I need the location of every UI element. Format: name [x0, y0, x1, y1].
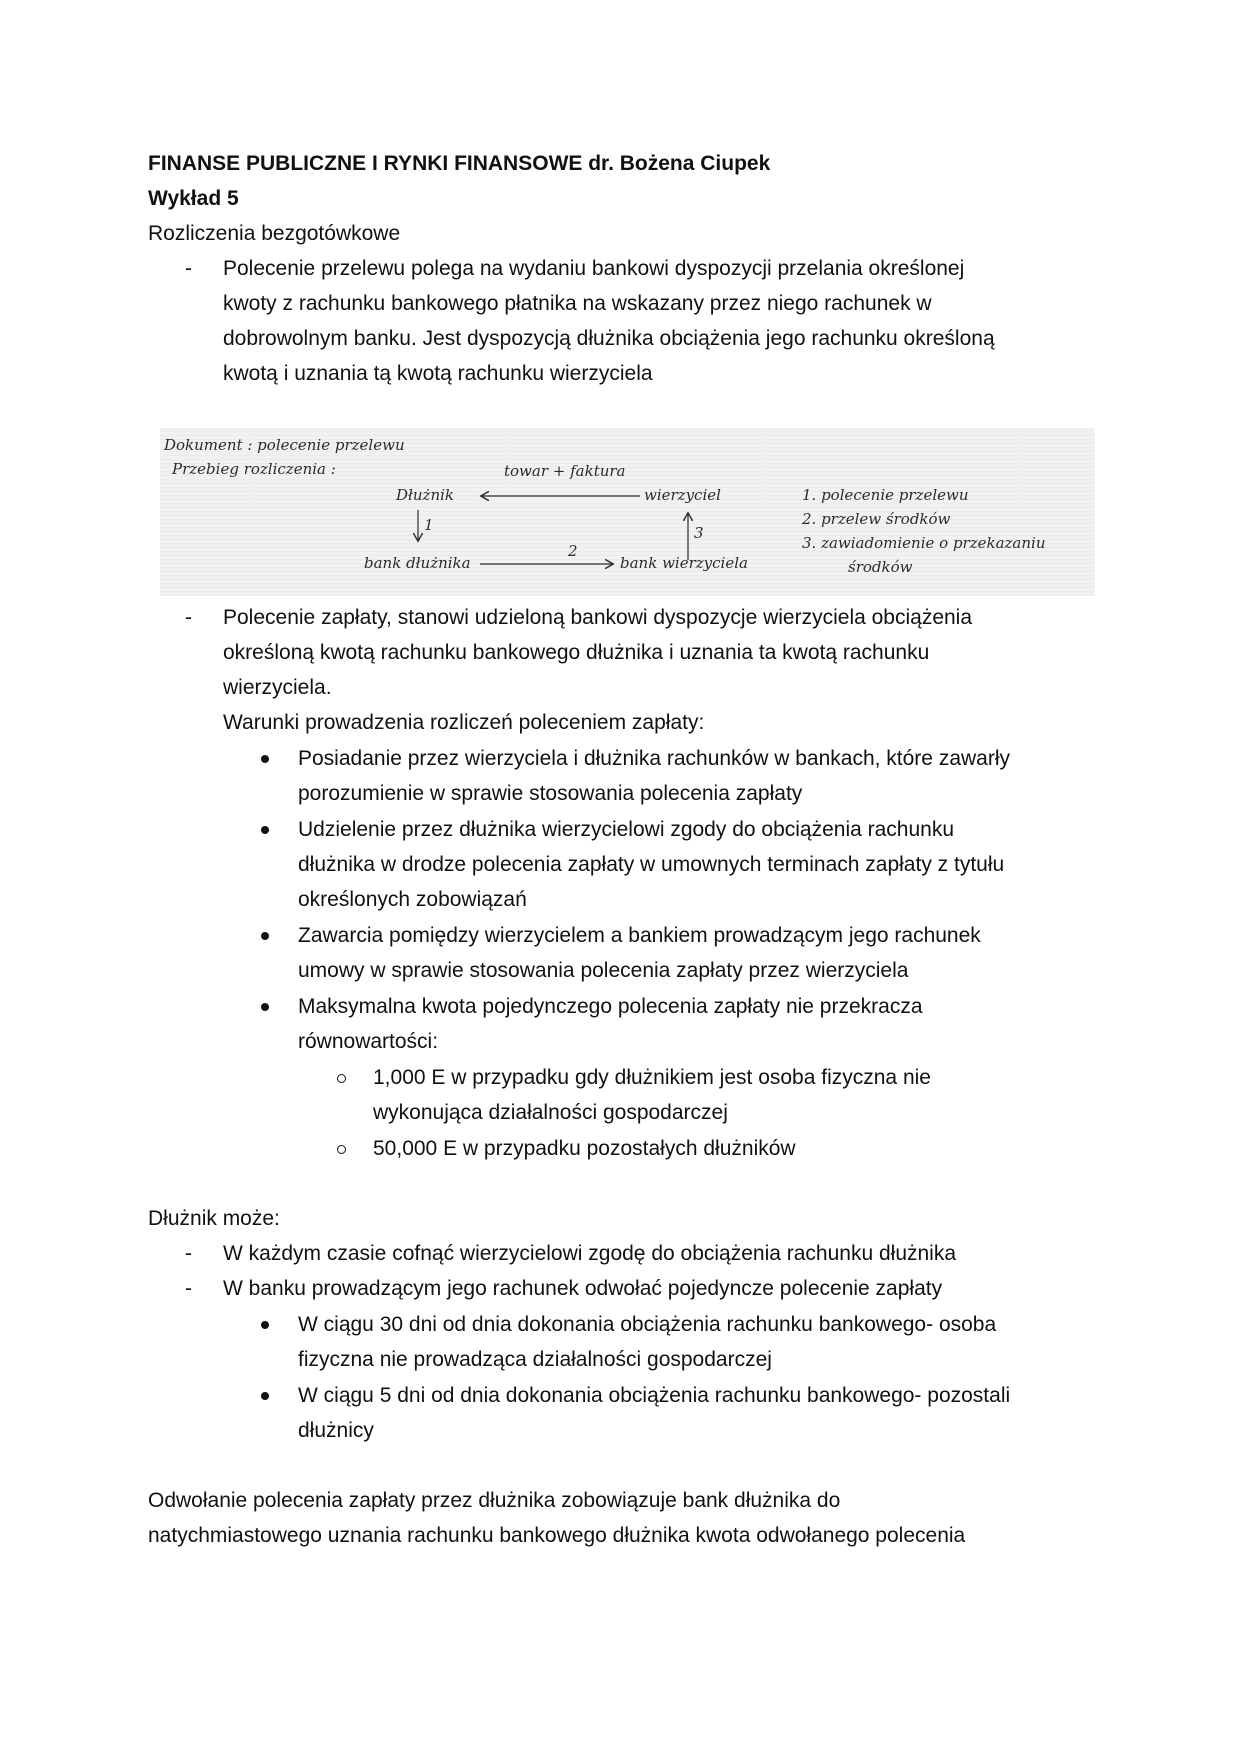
diagram-legend-item: 3. zawiadomienie o przekazaniu — [802, 534, 1046, 552]
bullet-line: W ciągu 30 dni od dnia dokonania obciążenia rachunku bankowego- osoba — [298, 1313, 997, 1336]
sub-bullet-line: wykonująca działalności gospodarczej — [373, 1101, 728, 1124]
bullet-line: dłużnika w drodze polecenia zapłaty w umownych terminach zapłaty z tytułu — [298, 853, 1005, 876]
paragraph-line: wierzyciela. — [223, 676, 332, 699]
closing-paragraph-line: natychmiastowego uznania rachunku bankowego dłużnika kwota odwołanego polecenia — [148, 1524, 966, 1547]
sub-bullet-marker — [337, 1074, 346, 1083]
bullet-line: określonych zobowiązań — [298, 888, 527, 911]
bullet-marker — [261, 826, 269, 834]
bullet-line: dłużnicy — [298, 1419, 374, 1442]
sub-bullet-line: 50,000 E w przypadku pozostałych dłużników — [373, 1137, 796, 1160]
dash-marker: - — [185, 257, 192, 280]
bullet-line: równowartości: — [298, 1030, 439, 1053]
dash-marker: - — [185, 1242, 192, 1265]
diagram-legend-item: 1. polecenie przelewu — [802, 486, 969, 504]
bullet-marker — [261, 1392, 269, 1400]
dash-marker: - — [185, 606, 192, 629]
paragraph-line: kwotą i uznania tą kwotą rachunku wierzyciela — [223, 362, 653, 385]
document-title: FINANSE PUBLICZNE I RYNKI FINANSOWE dr. Bożena Ciupek — [148, 152, 771, 175]
section-heading: Dłużnik może: — [148, 1207, 280, 1230]
diagram-goods-label: towar + faktura — [504, 462, 626, 480]
sub-bullet-line: 1,000 E w przypadku gdy dłużnikiem jest osoba fizyczna nie — [373, 1066, 931, 1089]
bullet-marker — [261, 1003, 269, 1011]
bullet-line: Maksymalna kwota pojedynczego polecenia zapłaty nie przekracza — [298, 995, 923, 1018]
section-heading: Rozliczenia bezgotówkowe — [148, 222, 401, 245]
paragraph-line: określoną kwotą rachunku bankowego dłużnika i uznania ta kwotą rachunku — [223, 641, 930, 664]
handwritten-diagram — [160, 428, 1095, 596]
lecture-number: Wykład 5 — [148, 187, 239, 210]
bullet-line: umowy w sprawie stosowania polecenia zapłaty przez wierzyciela — [298, 959, 909, 982]
bullet-marker — [261, 755, 269, 763]
diagram-step-number: 2 — [568, 542, 578, 560]
bullet-line: Udzielenie przez dłużnika wierzycielowi zgody do obciążenia rachunku — [298, 818, 955, 841]
bullet-line: Zawarcia pomiędzy wierzycielem a bankiem prowadzącym jego rachunek — [298, 924, 981, 947]
bullet-line: Posiadanie przez wierzyciela i dłużnika rachunków w bankach, które zawarły — [298, 747, 1011, 770]
diagram-document-label: Dokument : polecenie przelewu — [164, 436, 405, 454]
conditions-heading: Warunki prowadzenia rozliczeń poleceniem zapłaty: — [223, 711, 705, 734]
paragraph-line: dobrowolnym banku. Jest dyspozycją dłużnika obciążenia jego rachunku określoną — [223, 327, 995, 350]
paragraph-line: W banku prowadzącym jego rachunek odwołać pojedyncze polecenie zapłaty — [223, 1277, 943, 1300]
diagram-step-number: 3 — [694, 524, 704, 542]
diagram-legend-item: środków — [848, 558, 913, 576]
bullet-line: W ciągu 5 dni od dnia dokonania obciążenia rachunku bankowego- pozostali — [298, 1384, 1011, 1407]
diagram-legend-item: 2. przelew środków — [802, 510, 951, 528]
diagram-creditor-label: wierzyciel — [644, 486, 721, 504]
diagram-debtor-bank-label: bank dłużnika — [364, 554, 471, 572]
paragraph-line: Polecenie zapłaty, stanowi udzieloną bankowi dyspozycje wierzyciela obciążenia — [223, 606, 973, 629]
paragraph-line: Polecenie przelewu polega na wydaniu bankowi dyspozycji przelania określonej — [223, 257, 965, 280]
bullet-line: fizyczna nie prowadząca działalności gospodarczej — [298, 1348, 772, 1371]
bullet-line: porozumienie w sprawie stosowania polecenia zapłaty — [298, 782, 803, 805]
bullet-marker — [261, 932, 269, 940]
diagram-creditor-bank-label: bank wierzyciela — [620, 554, 748, 572]
closing-paragraph-line: Odwołanie polecenia zapłaty przez dłużnika zobowiązuje bank dłużnika do — [148, 1489, 841, 1512]
diagram-step-number: 1 — [424, 516, 434, 534]
paragraph-line: kwoty z rachunku bankowego płatnika na wskazany przez niego rachunek w — [223, 292, 932, 315]
bullet-marker — [261, 1321, 269, 1329]
sub-bullet-marker — [337, 1145, 346, 1154]
dash-marker: - — [185, 1277, 192, 1300]
paragraph-line: W każdym czasie cofnąć wierzycielowi zgodę do obciążenia rachunku dłużnika — [223, 1242, 957, 1265]
diagram-process-label: Przebieg rozliczenia : — [172, 460, 336, 478]
diagram-debtor-label: Dłużnik — [396, 486, 455, 504]
